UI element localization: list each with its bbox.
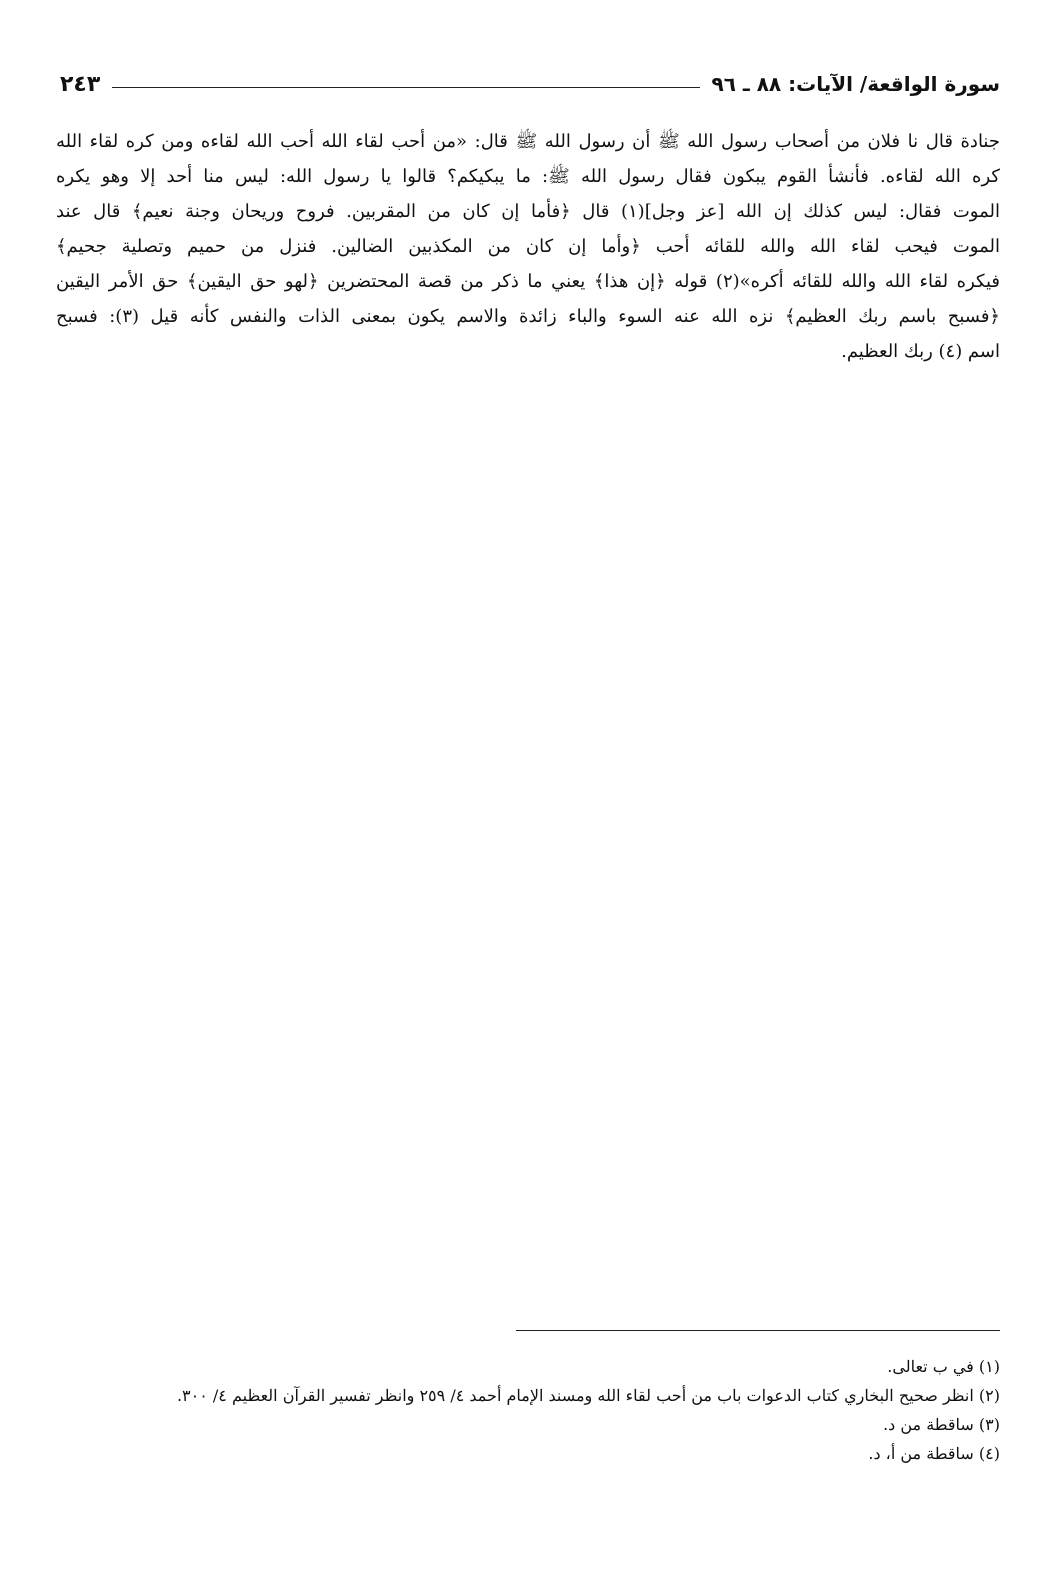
text-line: كره الله لقاءه. فأنشأ القوم يبكون فقال رسول الله ﷺ: ما يبكيكم؟ قالوا يا رسول الله: ليس منا أحد إلا وهو يكره <box>56 166 1000 187</box>
text-line: فيكره لقاء الله والله للقائه أكره»(٢) قوله ﴿إن هذا﴾ يعني ما ذكر من قصة المحتضرين ﴿لهو حق اليقين﴾ حق الأمر اليقين <box>56 271 1000 292</box>
footnotes <box>56 1352 1000 1468</box>
text-line: ﴿فسبح باسم ربك العظيم﴾ نزه الله عنه السوء والباء زائدة والاسم يكون بمعنى الذات والنفس كأنه قيل (٣): فسبح <box>56 306 1000 327</box>
footnote-separator <box>516 1330 1000 1331</box>
text-line: جنادة قال نا فلان من أصحاب رسول الله ﷺ أن رسول الله ﷺ قال: «من أحب لقاء الله أحب الله لقاءه ومن كره لقاء الله <box>56 131 1000 152</box>
text-line: الموت فقال: ليس كذلك إن الله [عز وجل](١) قال ﴿فأما إن كان من المقربين. فروح وريحان وجنة نعيم﴾ قال عند <box>56 201 1000 222</box>
page-number: ٢٤٣ <box>60 71 101 97</box>
text-line: الموت فيحب لقاء الله والله للقائه أحب ﴿وأما إن كان من المكذبين الضالين. فنزل من حميم وتصلية جحيم﴾ <box>56 236 1000 257</box>
surah-title: سورة الواقعة/ الآيات: ٨٨ ـ ٩٦ <box>711 72 1000 96</box>
footnote-3: (٣) ساقطة من د. <box>883 1415 1000 1434</box>
text-line: اسم (٤) ربك العظيم. <box>841 341 1000 362</box>
footnote-2: (٢) انظر صحيح البخاري كتاب الدعوات باب من أحب لقاء الله ومسند الإمام أحمد ٤/ ٢٥٩ وانظر تفسير القرآن العظيم ٤/ ٣٠٠. <box>176 1386 1000 1405</box>
footnote-4: (٤) ساقطة من أ، د. <box>868 1444 1000 1463</box>
running-header <box>60 66 1000 102</box>
main-text <box>56 124 1000 369</box>
header-rule <box>112 87 699 88</box>
footnote-1: (١) في ب تعالى. <box>887 1357 1000 1376</box>
